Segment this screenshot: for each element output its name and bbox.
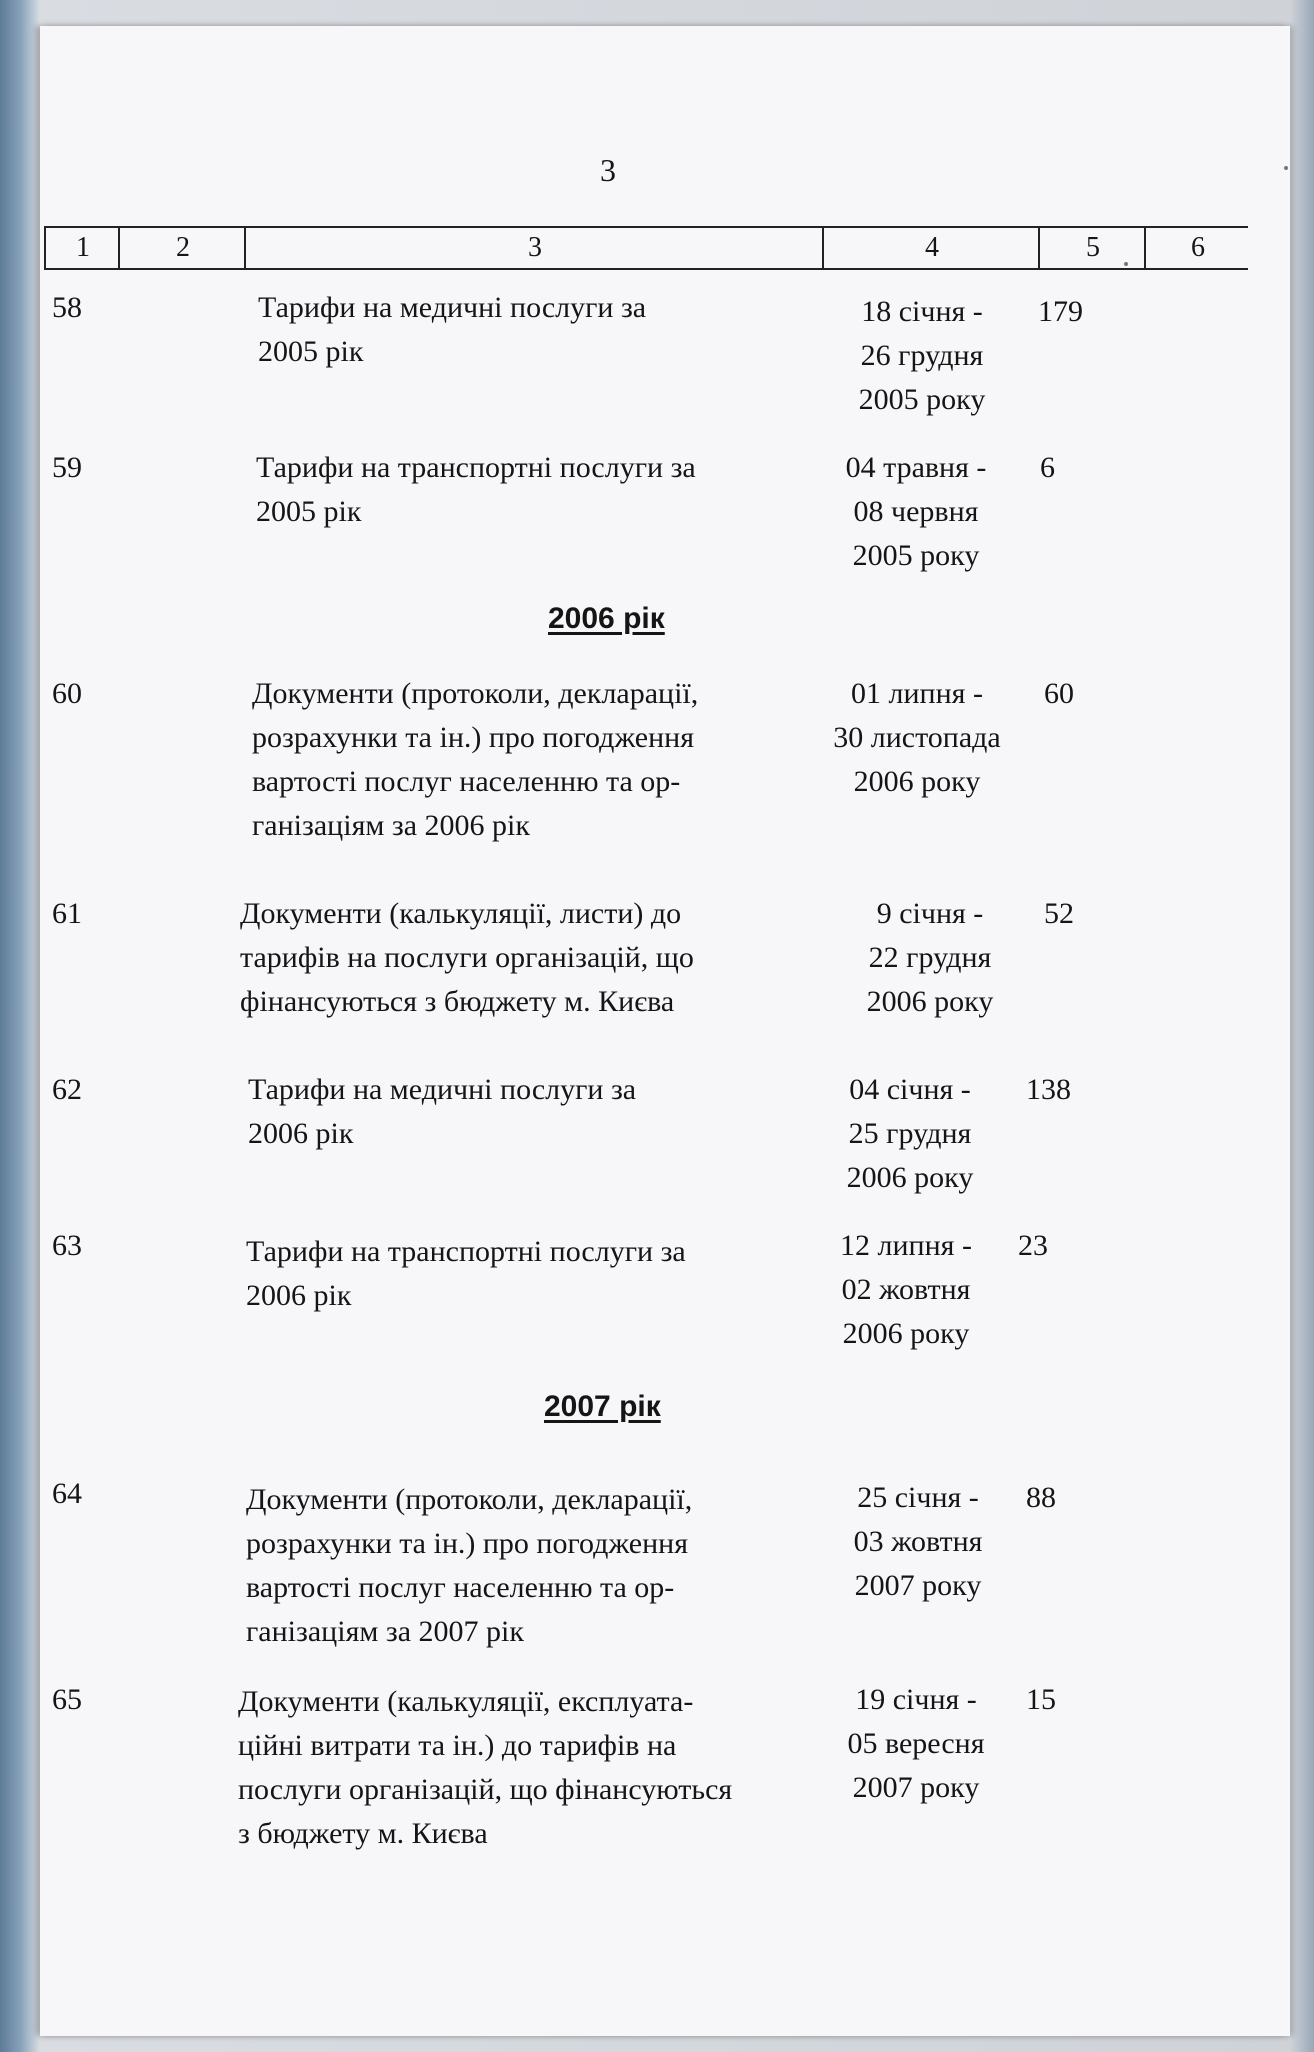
row-sheet-count: 6 [1040, 451, 1055, 484]
row-number: 62 [52, 1073, 82, 1106]
table-header [44, 226, 1248, 270]
row-sheet-count: 138 [1026, 1073, 1071, 1106]
row-dates: 25 січня - 03 жовтня 2007 року [853, 1481, 983, 1602]
row-number: 64 [52, 1477, 82, 1510]
year-heading: 2007 рік [544, 1390, 661, 1423]
row-sheet-count: 23 [1018, 1229, 1048, 1262]
column-header-6: 6 [1144, 228, 1250, 268]
row-description: Документи (протоколи, декларації, розрахунки та ін.) про погодження вартості послуг населенню та ор- ганізаціям за 2006 рік [252, 677, 699, 842]
row-description: Документи (калькуляції, експлуата- ційні витрати та ін.) до тарифів на послуги організацій, що фінансуються з бюджету м. Києва [238, 1685, 733, 1850]
row-number: 60 [52, 677, 82, 710]
year-heading: 2006 рік [548, 602, 665, 635]
speck [1124, 262, 1128, 266]
row-description: Тарифи на медичні послуги за 2005 рік [258, 291, 647, 368]
row-number: 61 [52, 897, 82, 930]
row-number: 65 [52, 1683, 82, 1716]
column-header-2: 2 [118, 228, 246, 268]
page-number: 3 [600, 152, 616, 188]
row-number: 58 [52, 291, 82, 324]
document-page [40, 26, 1290, 2036]
row-description: Тарифи на транспортні послуги за 2005 рік [256, 451, 696, 528]
row-dates: 04 травня - 08 червня 2005 року [845, 451, 987, 572]
row-dates: 9 січня - 22 грудня 2006 року [866, 897, 994, 1018]
row-description: Тарифи на транспортні послуги за 2006 рік [246, 1235, 686, 1312]
row-number: 63 [52, 1229, 82, 1262]
row-dates: 04 січня - 25 грудня 2006 року [846, 1073, 974, 1194]
row-sheet-count: 52 [1044, 897, 1074, 930]
row-description: Документи (калькуляції, листи) до тарифів на послуги організацій, що фінансуються з бюджету м. Києва [240, 897, 694, 1018]
column-header-4: 4 [822, 228, 1040, 268]
row-description: Тарифи на медичні послуги за 2006 рік [248, 1073, 637, 1150]
row-sheet-count: 60 [1044, 677, 1074, 710]
row-description: Документи (протоколи, декларації, розрахунки та ін.) про погодження вартості послуг населенню та ор- ганізаціям за 2007 рік [246, 1483, 693, 1648]
column-header-5: 5 [1038, 228, 1146, 268]
column-header-3: 3 [244, 228, 824, 268]
row-number: 59 [52, 451, 82, 484]
row-dates: 12 липня - 02 жовтня 2006 року [840, 1229, 972, 1350]
speck [1284, 166, 1288, 170]
row-sheet-count: 179 [1038, 295, 1083, 328]
row-dates: 01 липня - 30 листопада 2006 року [833, 677, 1001, 798]
row-dates: 18 січня - 26 грудня 2005 року [858, 295, 986, 416]
row-dates: 19 січня - 05 вересня 2007 року [847, 1683, 985, 1804]
row-sheet-count: 15 [1026, 1683, 1056, 1716]
row-sheet-count: 88 [1026, 1481, 1056, 1514]
column-header-1: 1 [44, 228, 120, 268]
